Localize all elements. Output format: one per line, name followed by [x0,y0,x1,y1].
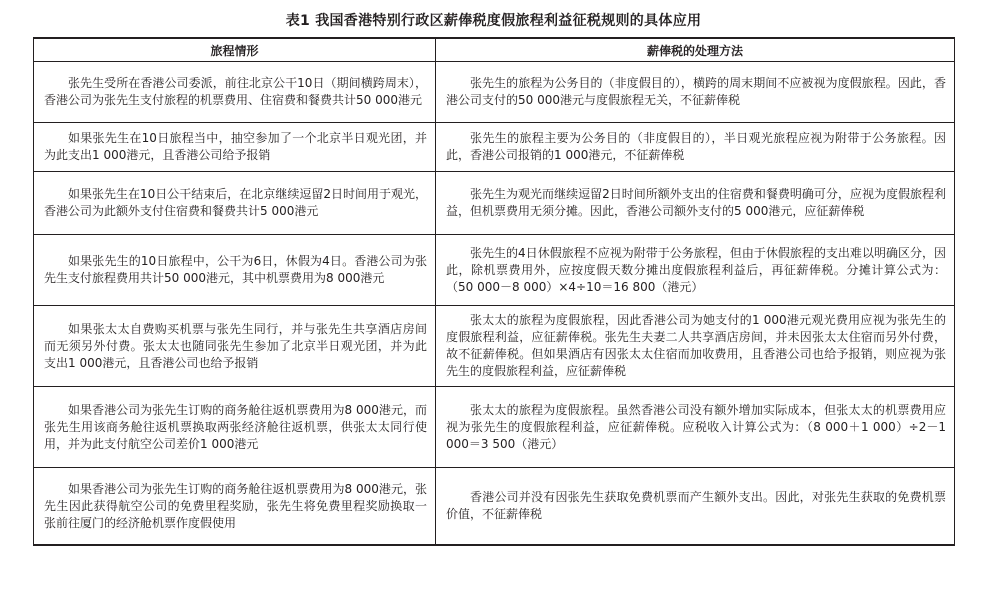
table-row [34,172,955,235]
table-row [34,123,955,172]
situation-text: 如果张太太自费购买机票与张先生同行，并与张先生共享酒店房间而无须另外付费。张太太也随同张先生参加了北京半日观光团，并为此支出1 000港元，且香港公司也给予报销 [44,321,427,370]
treatment-cell [436,468,955,546]
situation-text: 张先生受所在香港公司委派，前往北京公干10日（期间横跨周末），香港公司为张先生支付旅程的机票费用、住宿费和餐费共计50 000港元 [44,76,427,107]
table-header-row [34,38,955,62]
situation-cell [34,387,436,468]
treatment-text: 张先生的旅程为公务目的（非度假目的），横跨的周末期间不应被视为度假旅程。因此，香港公司支付的50 000港元与度假旅程无关，不征薪俸税 [446,76,946,107]
situation-cell [34,306,436,387]
table-row [34,306,955,387]
table-row [34,62,955,123]
treatment-text: 张太太的旅程为度假旅程。虽然香港公司没有额外增加实际成本，但张太太的机票费用应视为张先生的度假旅程利益，应征薪俸税。应税收入计算公式为：（8 000＋1 000）÷2－1 000＝3 500（港元） [446,402,946,451]
treatment-text: 张先生的4日休假旅程不应视为附带于公务旅程，但由于休假旅程的支出难以明确区分，因此，除机票费用外，应按度假天数分摊出度假旅程利益后，再征薪俸税。分摊计算公式为：（50 000－8 000）×4÷10＝16 800（港元） [446,245,946,294]
situation-text: 如果张先生的10日旅程中，公干为6日，休假为4日。香港公司为张先生支付旅程费用共计50 000港元，其中机票费用为8 000港元 [44,254,427,285]
treatment-text: 张太太的旅程为度假旅程，因此香港公司为她支付的1 000港元观光费用应视为张先生的度假旅程利益，应征薪俸税。张先生夫妻二人共享酒店房间，并未因张太太住宿而另外付费，故不征薪俸税。但如果酒店有因张太太住宿而加收费用，且香港公司也给予报销，则应视为张先生的度假旅程利益，应征薪俸税 [446,313,946,378]
column-header-situation: 旅程情形 [34,38,436,62]
situation-text: 如果香港公司为张先生订购的商务舱往返机票费用为8 000港元，张先生因此获得航空公司的免费里程奖励，张先生将免费里程奖励换取一张前往厦门的经济舱机票作度假使用 [44,481,427,530]
situation-text: 如果香港公司为张先生订购的商务舱往返机票费用为8 000港元，而张先生用该商务舱往返机票换取两张经济舱往返机票，供张太太同行使用，并为此支付航空公司差价1 000港元 [44,402,427,451]
table-title: 表1 我国香港特别行政区薪俸税度假旅程利益征税规则的具体应用 [285,13,702,29]
treatment-text: 香港公司并没有因张先生获取免费机票而产生额外支出。因此，对张先生获取的免费机票价值，不征薪俸税 [446,490,946,521]
treatment-cell [436,235,955,306]
treatment-text: 张先生为观光而继续逗留2日时间所额外支出的住宿费和餐费明确可分，应视为度假旅程利益，但机票费用无须分摊。因此，香港公司额外支付的5 000港元，应征薪俸税 [446,187,946,218]
treatment-text: 张先生的旅程主要为公务目的（非度假目的），半日观光旅程应视为附带于公务旅程。因此，香港公司报销的1 000港元，不征薪俸税 [446,131,946,162]
treatment-cell [436,172,955,235]
situation-text: 如果张先生在10日旅程当中，抽空参加了一个北京半日观光团，并为此支出1 000港元，且香港公司给予报销 [44,131,427,162]
situation-cell [34,235,436,306]
situation-cell [34,123,436,172]
tax-rules-table [33,37,955,546]
table-row [34,235,955,306]
situation-cell [34,62,436,123]
table-row [34,387,955,468]
table-row [34,468,955,546]
situation-cell [34,468,436,546]
situation-text: 如果张先生在10日公干结束后，在北京继续逗留2日时间用于观光，香港公司为此额外支付住宿费和餐费共计5 000港元 [44,187,427,218]
treatment-cell [436,62,955,123]
treatment-cell [436,306,955,387]
treatment-cell [436,123,955,172]
situation-cell [34,172,436,235]
treatment-cell [436,387,955,468]
column-header-treatment: 薪俸税的处理方法 [436,38,955,62]
